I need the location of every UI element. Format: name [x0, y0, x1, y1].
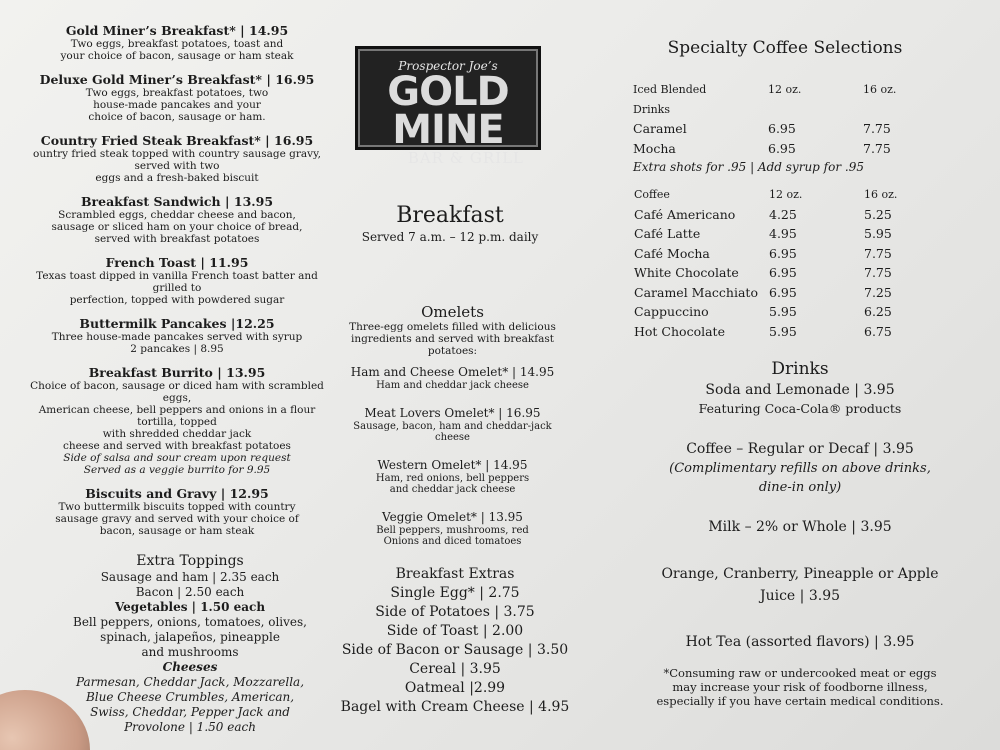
omelet-desc: [345, 473, 560, 496]
price-12oz: 4.95: [769, 226, 797, 242]
drink-name: Mocha: [633, 140, 676, 156]
menu-item-desc-line: 2 pancakes | 8.95: [130, 343, 224, 355]
disclaimer: [640, 666, 960, 708]
menu-item-desc-line: cheese and served with breakfast potatoes: [63, 440, 291, 452]
coffee-row: [634, 224, 924, 244]
coffee-header-12oz: 12 oz.: [769, 188, 803, 202]
menu-item-desc-line: Scrambled eggs, cheddar cheese and bacon,: [58, 209, 296, 221]
price-12oz: 6.95: [768, 121, 796, 137]
omelet-item: [345, 365, 560, 392]
disclaimer-1: *Consuming raw or undercooked meat or eggs: [663, 666, 937, 680]
menu-item-desc: [22, 38, 332, 62]
disclaimer-3: especially if you have certain medical conditions.: [656, 694, 944, 708]
veg-line-2: spinach, jalapeños, pineapple: [100, 630, 280, 644]
extra-toppings-section: [40, 552, 340, 735]
coffee-header-label: Coffee: [634, 188, 670, 202]
omelet-desc: [345, 421, 560, 444]
extra-line: Side of Bacon or Sausage | 3.50: [341, 642, 569, 658]
cheeses-title: Cheeses: [162, 660, 218, 674]
drink-name: Caramel: [633, 121, 687, 137]
price-12oz: 6.95: [769, 265, 797, 281]
coffee-rows: [634, 205, 924, 342]
menu-item-desc-line: perfection, topped with powdered sugar: [69, 294, 285, 306]
coffee-line: Coffee – Regular or Decaf | 3.95: [686, 441, 914, 457]
menu-item: [22, 23, 332, 62]
omelet-item: [345, 458, 560, 496]
price-16oz: 6.25: [864, 304, 892, 320]
iced-rows: [633, 119, 923, 158]
extras-title: Breakfast Extras: [395, 566, 515, 582]
omelet-title: Western Omelet* | 14.95: [377, 457, 528, 472]
coffee-row: [634, 244, 924, 264]
omelet-desc-line: Ham and cheddar jack cheese: [376, 380, 529, 391]
price-12oz: 5.95: [769, 304, 797, 320]
menu-item: [22, 316, 332, 355]
coffee-row: [634, 302, 924, 322]
menu-item: [22, 486, 332, 537]
coffee-row: [634, 205, 924, 225]
breakfast-hours: Served 7 a.m. – 12 p.m. daily: [361, 230, 539, 244]
logo-line-1: Prospector Joe’s: [398, 59, 498, 73]
menu-item-desc-line: sausage gravy and served with your choice of: [55, 513, 299, 525]
extras-lines: [335, 584, 575, 717]
drink-name: Hot Chocolate: [634, 323, 725, 339]
menu-item-desc-line: Choice of bacon, sausage or diced ham with scrambled eggs,: [30, 380, 324, 404]
breakfast-title: Breakfast: [396, 203, 504, 228]
menu-item-desc-line: American cheese, bell peppers and onions in a flour tortilla, topped: [38, 404, 316, 428]
menu-item-title: Breakfast Burrito | 13.95: [88, 365, 266, 380]
menu-item-title: Country Fried Steak Breakfast* | 16.95: [40, 133, 314, 148]
soda-sub: Featuring Coca-Cola® products: [698, 401, 902, 416]
extra-line: Side of Toast | 2.00: [386, 623, 524, 639]
cheese-line-2: Blue Cheese Crumbles, American,: [85, 690, 295, 704]
price-16oz: 5.95: [864, 226, 892, 242]
coffee-row: [634, 263, 924, 283]
menu-item-desc: [22, 148, 332, 184]
menu-item-title: Breakfast Sandwich | 13.95: [80, 194, 274, 209]
price-16oz: 7.75: [864, 245, 892, 261]
price-12oz: 5.95: [769, 323, 797, 339]
extra-line: Oatmeal |2.99: [404, 680, 506, 696]
price-16oz: 7.75: [863, 140, 891, 156]
omelet-desc-line: Ham, red onions, bell peppers: [375, 472, 530, 484]
omelet-item: [345, 406, 560, 444]
juice-line-2: Juice | 3.95: [759, 588, 841, 604]
iced-header-row: [633, 80, 923, 100]
iced-header-12oz: 12 oz.: [768, 83, 802, 97]
menu-item-title: French Toast | 11.95: [105, 255, 249, 270]
logo-line-3: BAR & GRILL: [407, 149, 524, 167]
coffee-header-row: [634, 185, 924, 205]
menu-item: [22, 255, 332, 306]
menu-item-title: Biscuits and Gravy | 12.95: [85, 486, 269, 501]
breakfast-extras-section: [335, 565, 575, 717]
drink-name: Café Mocha: [634, 245, 710, 261]
price-16oz: 7.25: [864, 284, 892, 300]
omelet-desc: [345, 525, 560, 548]
extra-line: Single Egg* | 2.75: [390, 585, 520, 601]
omelet-desc-line: and cheddar jack cheese: [389, 484, 516, 495]
menu-item-note: Side of salsa and sour cream upon request: [63, 452, 291, 464]
cheese-line-3: Swiss, Cheddar, Pepper Jack and: [90, 705, 290, 719]
coffee-row: [634, 283, 924, 303]
veg-line-3: and mushrooms: [141, 645, 239, 659]
price-12oz: 6.95: [769, 284, 797, 300]
price-12oz: 6.95: [769, 245, 797, 261]
menu-item-desc-line: Two eggs, breakfast potatoes, toast and: [70, 38, 284, 50]
menu-item-title: Gold Miner’s Breakfast* | 14.95: [65, 23, 289, 38]
price-12oz: 4.25: [769, 206, 797, 222]
menu-item-desc: [22, 209, 332, 245]
left-column: [22, 23, 332, 547]
cheese-line-1: Parmesan, Cheddar Jack, Mozzarella,: [75, 675, 305, 689]
coffee-row: [633, 119, 923, 139]
omelet-desc-line: Sausage, bacon, ham and cheddar-jack cheese: [353, 420, 552, 443]
extra-line: Side of Potatoes | 3.75: [375, 604, 535, 620]
toppings-meat: Sausage and ham | 2.35 each: [100, 570, 280, 584]
price-16oz: 7.75: [863, 121, 891, 137]
drink-name: White Chocolate: [634, 265, 739, 281]
menu-item: [22, 194, 332, 245]
menu-item-title: Deluxe Gold Miner’s Breakfast* | 16.95: [39, 72, 315, 87]
menu-item-desc-line: served with breakfast potatoes: [94, 233, 260, 245]
specialty-title-wrap: [640, 38, 930, 58]
veg-line-1: Bell peppers, onions, tomatoes, olives,: [73, 615, 307, 629]
iced-header-16oz: 16 oz.: [863, 83, 897, 97]
menu-item: [22, 72, 332, 123]
menu-item-note: Served as a veggie burrito for 9.95: [83, 464, 271, 476]
omelets-title: Omelets: [421, 303, 484, 321]
iced-subheader: Drinks: [633, 102, 670, 116]
coffee-note-2: dine-in only): [758, 480, 842, 495]
menu-item-desc: [22, 270, 332, 306]
price-16oz: 7.75: [864, 265, 892, 281]
omelet-title: Veggie Omelet* | 13.95: [382, 509, 523, 524]
coffee-section: [634, 185, 934, 341]
drink-name: Café Latte: [634, 226, 701, 242]
omelets-intro-3: potatoes:: [427, 345, 478, 357]
coffee-note-1: (Complimentary refills on above drinks,: [669, 461, 931, 476]
iced-subheader-row: [633, 100, 923, 120]
menu-item-desc: [22, 87, 332, 123]
menu-item-desc: [22, 331, 332, 355]
coffee-row: [634, 322, 924, 342]
omelet-desc-line: Bell peppers, mushrooms, red: [376, 524, 529, 536]
menu-item-title: Buttermilk Pancakes |12.25: [79, 316, 275, 331]
coffee-header-16oz: 16 oz.: [864, 188, 898, 202]
omelet-item: [345, 510, 560, 548]
specialty-title: Specialty Coffee Selections: [667, 38, 903, 58]
iced-table: [633, 80, 923, 158]
drink-name: Café Americano: [634, 206, 736, 222]
iced-note: Extra shots for .95 | Add syrup for .95: [633, 160, 864, 174]
price-16oz: 6.75: [864, 323, 892, 339]
omelets-section: [345, 303, 560, 562]
coffee-table: [634, 185, 924, 341]
vegetables-title: Vegetables | 1.50 each: [114, 600, 266, 614]
menu-item: [22, 365, 332, 476]
menu-item-desc-line: Texas toast dipped in vanilla French toast batter and grilled to: [36, 270, 318, 294]
menu-item-desc-line: sausage or sliced ham on your choice of bread,: [51, 221, 303, 233]
price-12oz: 6.95: [768, 140, 796, 156]
drinks-section: [640, 358, 960, 708]
menu-item-desc-line: with shredded cheddar jack: [102, 428, 252, 440]
menu-item-desc-line: choice of bacon, sausage or ham.: [88, 111, 266, 123]
omelets-intro-2: ingredients and served with breakfast: [351, 333, 554, 345]
iced-blended-section: [633, 80, 933, 174]
omelet-desc-line: Onions and diced tomatoes: [383, 536, 522, 547]
menu-item: [22, 133, 332, 184]
menu-item-desc-line: your choice of bacon, sausage or ham steak: [60, 50, 294, 62]
breakfast-items: [22, 23, 332, 537]
iced-header-label: Iced Blended: [633, 83, 707, 97]
omelet-items: [345, 365, 560, 548]
menu-item-desc-line: Two eggs, breakfast potatoes, two: [85, 87, 269, 99]
omelet-title: Meat Lovers Omelet* | 16.95: [364, 405, 541, 420]
omelet-title: Ham and Cheese Omelet* | 14.95: [350, 365, 555, 379]
extra-toppings-title: Extra Toppings: [136, 553, 244, 569]
menu-item-desc: [22, 501, 332, 537]
soda-line: Soda and Lemonade | 3.95: [705, 382, 895, 398]
drink-name: Cappuccino: [634, 304, 709, 320]
extra-line: Bagel with Cream Cheese | 4.95: [340, 699, 570, 715]
disclaimer-2: may increase your risk of foodborne illness,: [672, 680, 928, 694]
juice-line-1: Orange, Cranberry, Pineapple or Apple: [661, 566, 939, 582]
toppings-bacon: Bacon | 2.50 each: [135, 585, 245, 599]
menu-item-desc-line: ountry fried steak topped with country sausage gravy, served with two: [33, 148, 321, 172]
drinks-title: Drinks: [771, 359, 829, 379]
logo-line-2: GOLD MINE: [387, 69, 509, 153]
milk-line: Milk – 2% or Whole | 3.95: [708, 519, 892, 535]
omelet-desc: [345, 380, 560, 392]
cheese-line-4: Provolone | 1.50 each: [124, 720, 256, 734]
drink-name: Caramel Macchiato: [634, 284, 758, 300]
coffee-row: [633, 139, 923, 159]
extra-line: Cereal | 3.95: [409, 661, 501, 677]
menu-item-desc-line: Three house-made pancakes served with syrup: [51, 331, 303, 343]
menu-item-desc-line: bacon, sausage or ham steak: [99, 525, 255, 537]
gold-mine-logo: [355, 46, 541, 167]
tea-line: Hot Tea (assorted flavors) | 3.95: [685, 634, 915, 650]
menu-item-desc: [22, 380, 332, 476]
price-16oz: 5.25: [864, 206, 892, 222]
menu-item-desc-line: house-made pancakes and your: [93, 99, 261, 111]
omelets-intro: [345, 321, 560, 357]
omelets-intro-1: Three-egg omelets filled with delicious: [349, 321, 556, 333]
menu-item-desc-line: Two buttermilk biscuits topped with country: [58, 501, 296, 513]
breakfast-header: [345, 203, 555, 244]
menu-item-desc-line: eggs and a fresh-baked biscuit: [95, 172, 259, 184]
